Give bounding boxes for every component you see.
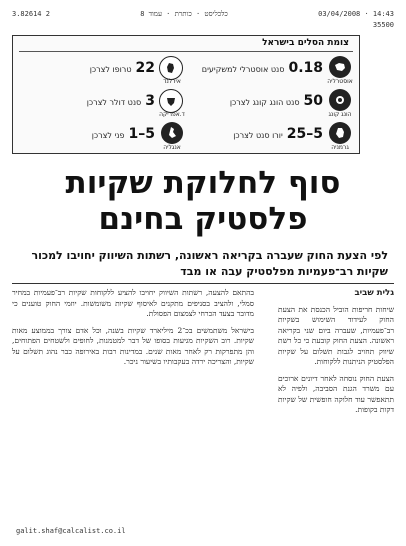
infobox-item-desc: סנט אוסטרלי למשקיעים [201, 65, 285, 74]
lede: לפי הצעת החוק שעברה בקריאה ראשונה, רשתות השיווק יחויבו למכור שקיות רב־פעמיות מפלסטיק עבה או מבד [31, 249, 388, 278]
article-paragraph: הצעת החוק נוסחה לאחר דיונים ארוכים עם משרד הגנת הסביבה, ולפיה לא תתאפשר עוד חלוקה חופשית של שקיות דקות בקופות. [278, 373, 394, 414]
article-paragraph: שיחות חריפות הוביל הכנסת את הצעת החוק לעידוד השימוש בשקיות רב־פעמיות, שעברה ביום שני בקריאה ראשונה. הצעת החוק קובעת כי כל רשת שיווק תחויב לגבות תשלום על שקיות הפלסטיק הניתנות ללקוחות. [278, 304, 394, 366]
fax-header-middle: כלכליסט · כותרת · עמוד 8 [140, 10, 228, 18]
infobox-item-value: 50 [303, 93, 323, 109]
fax-subheader: 35500 [372, 21, 394, 29]
hongkong-icon [329, 89, 351, 111]
infobox-item-value: 0.18 [288, 60, 323, 76]
southafrica-icon [159, 89, 183, 113]
infobox-divider [19, 51, 353, 52]
headline-line-2: פלסטיק בחינם [98, 201, 308, 237]
infobox-item-value: 5–1 [128, 126, 155, 142]
article-column-right [278, 288, 394, 422]
infobox [12, 35, 360, 154]
infobox-item [188, 122, 353, 150]
infobox-item-country: ד.אפריקה [159, 111, 185, 118]
infobox-item-country: גרמניה [331, 144, 349, 151]
headline-line-1: סוף לחלוקת שקיות [65, 165, 341, 201]
australia-icon [329, 56, 351, 78]
ireland-icon [159, 56, 183, 80]
infobox-item-value: 5–25 [286, 126, 323, 142]
infobox-item-desc: יורו סנט לצרכן [233, 131, 283, 140]
infobox-item-country: אוסטרליה [327, 78, 353, 85]
infobox-item-desc: סנט הונג קונג לצרכן [229, 98, 300, 107]
fax-header-right: 03/04/2008 · 14:43 [318, 10, 394, 18]
infobox-item-desc: סנט דולר לצרכן [86, 98, 142, 107]
infobox-item-value: 22 [135, 60, 155, 76]
article-paragraph: בישראל משתמשים בכ־2 מיליארד שקיות בשנה, וכל אדם צורך בממוצע מאות שקיות. רוב השקיות מגיעות בסופו של דבר למטמנות, לחופים ולשטחים הפתוחים, והן מתפרקות רק לאחר מאות שנים. במדינות רבות באירופה כבר נהוג תשלום על שקיות, והצריכה ירדה בעקבותיו בשיעור ניכר. [12, 325, 254, 366]
fax-header [12, 8, 394, 20]
infobox-item-desc: טרופו לצרכן [89, 65, 132, 74]
england-icon [161, 122, 183, 144]
article-paragraph: בהתאם להצעה, רשתות השיווק יחויבו להציע ללקוחות שקיות רב־פעמיות במחיר סמלי, ולהציב בסניפים מתקנים לאיסוף שקיות משומשות. יוזמי החוק טוענים כי מדובר בצעד הכרחי לצמצום הפסולת. [12, 288, 254, 318]
infobox-items [19, 56, 353, 150]
fax-header-left: 3.82614 2 [12, 10, 50, 18]
infobox-item-country: אנגליה [163, 144, 181, 151]
infobox-item [20, 56, 185, 84]
infobox-item [20, 89, 185, 117]
byline: גלית שביב [354, 288, 394, 298]
infobox-title: צומת הסלים בישראל [262, 38, 349, 48]
infobox-item-country: אירלנד [163, 78, 181, 85]
infobox-item [188, 56, 353, 84]
infobox-item [20, 122, 185, 150]
germany-icon [329, 122, 351, 144]
divider [12, 283, 394, 284]
infobox-item-desc: פני לצרכן [91, 131, 125, 140]
infobox-item-country: הונג קונג [328, 111, 352, 118]
headline [18, 165, 388, 237]
infobox-item-value: 3 [145, 93, 155, 109]
author-email: galit.shaf@calcalist.co.il [16, 527, 126, 535]
infobox-item [188, 89, 353, 117]
article-column-left [12, 288, 254, 374]
